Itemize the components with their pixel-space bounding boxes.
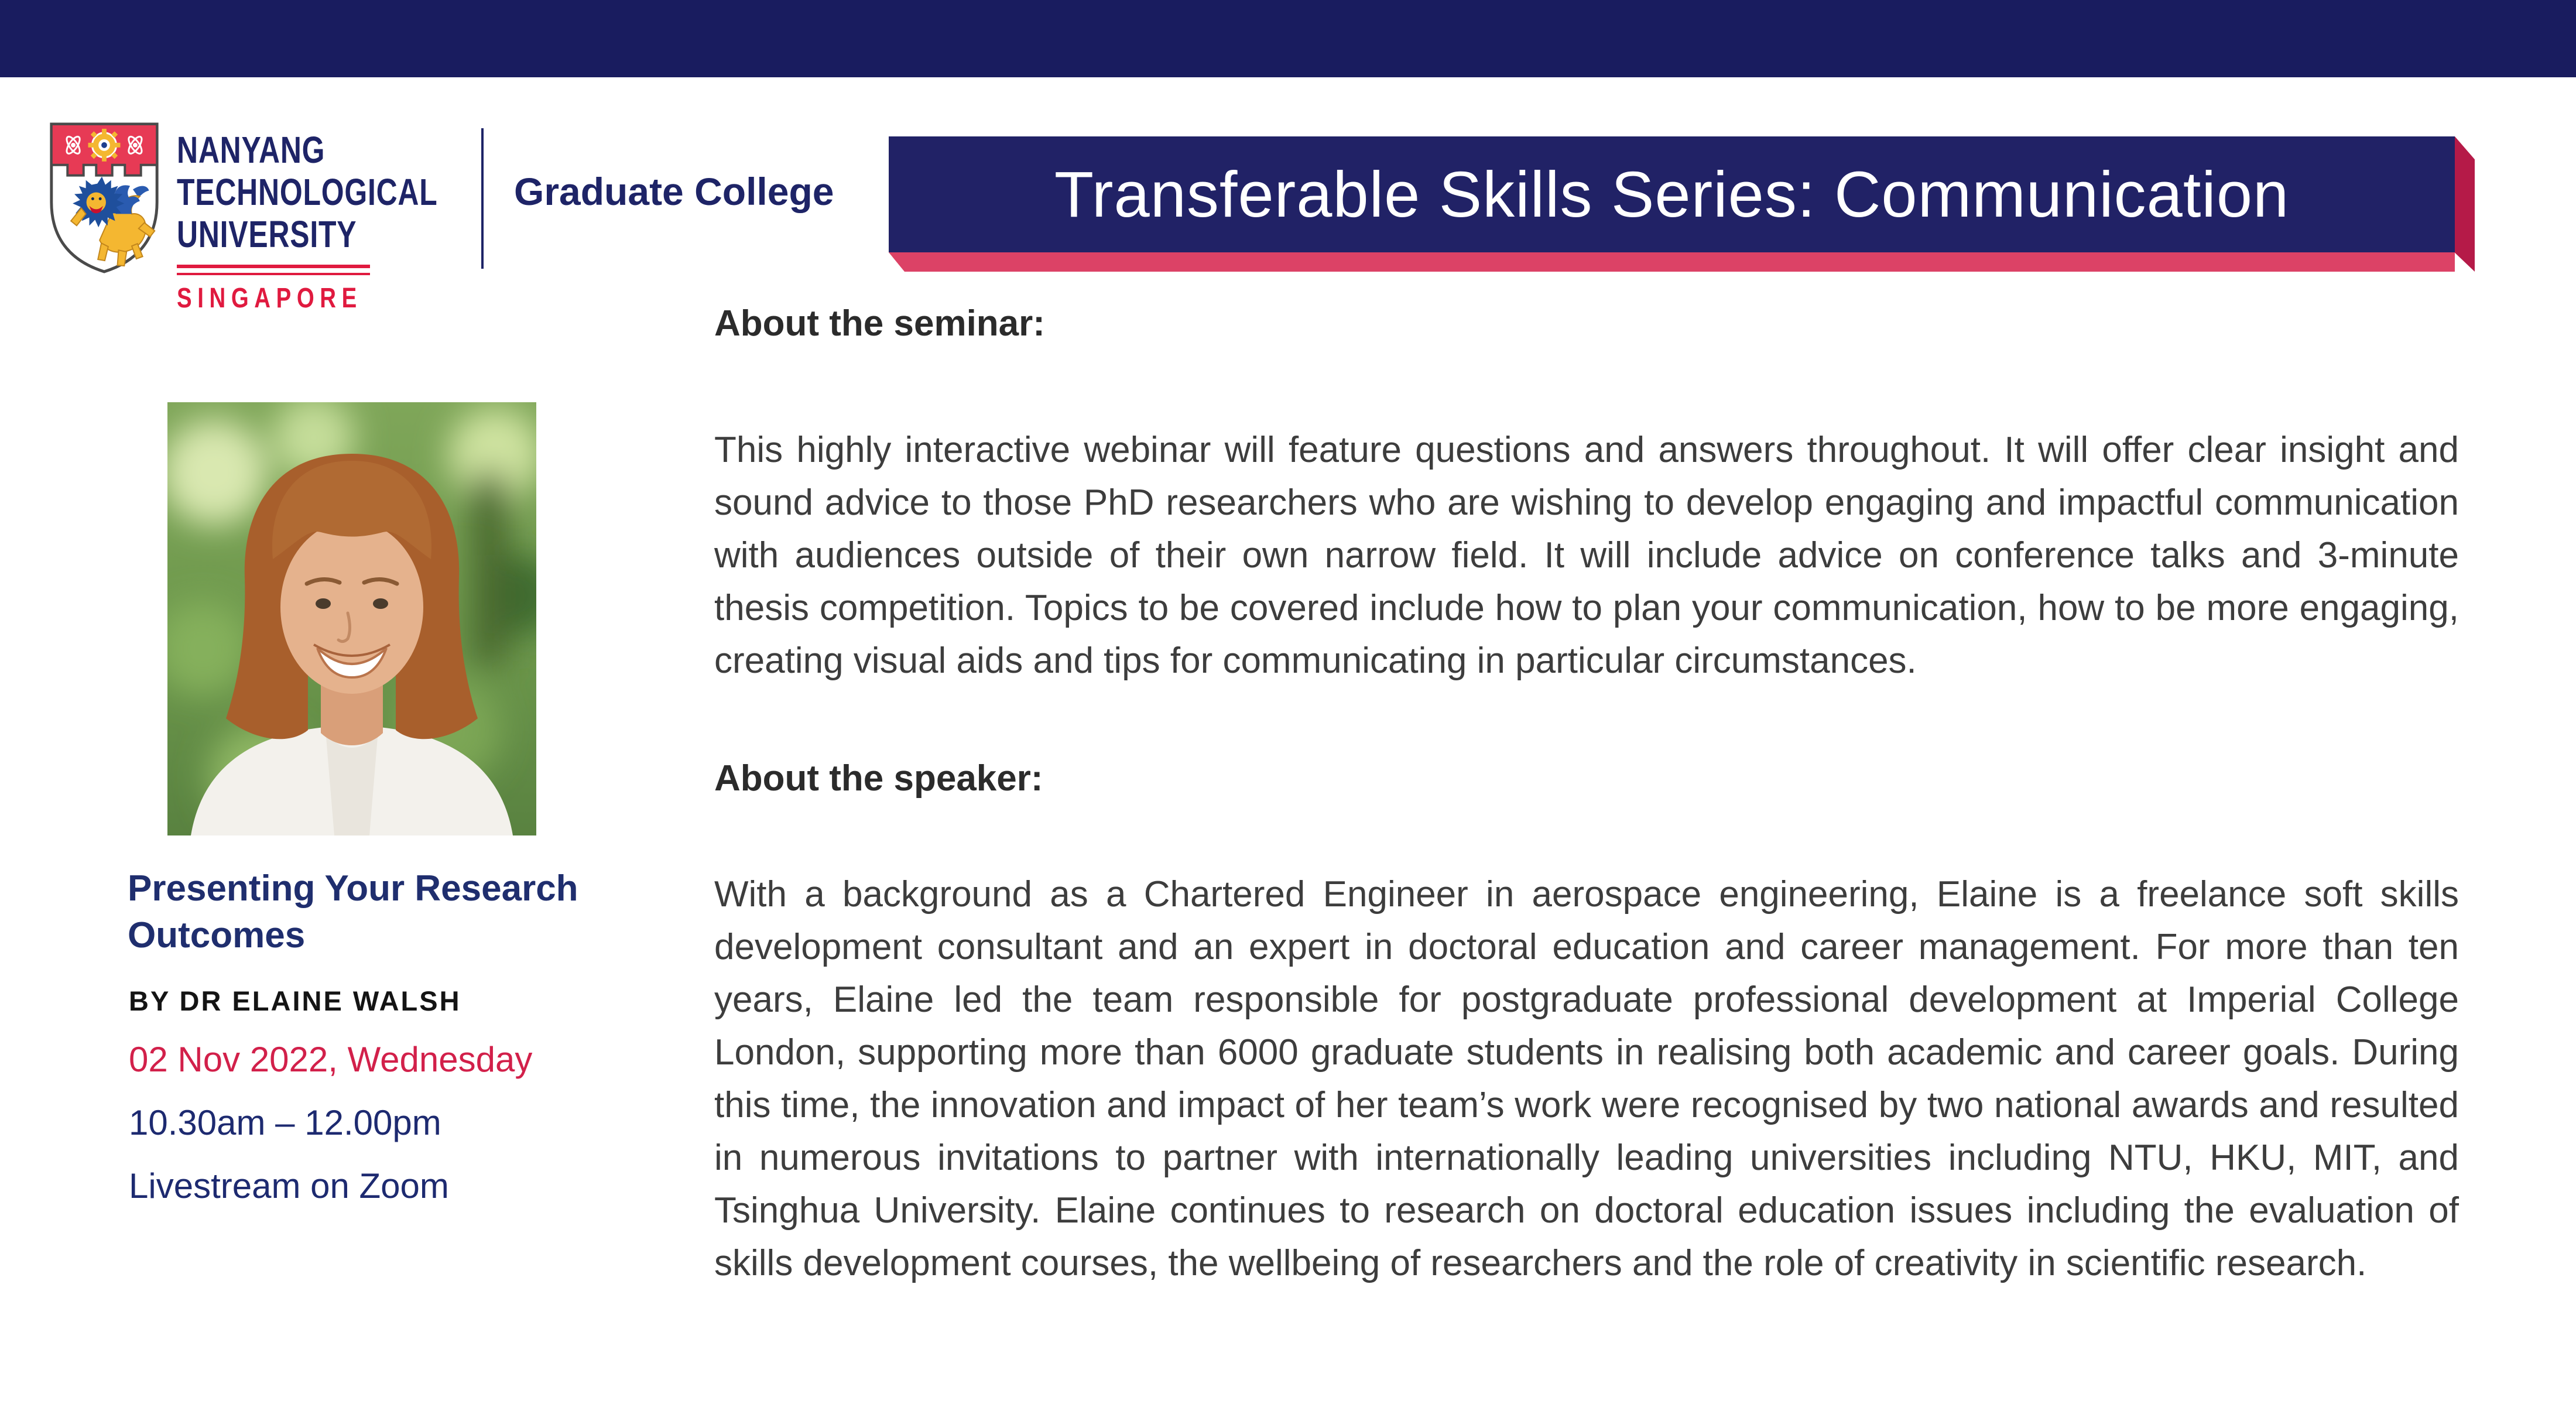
schedule-block bbox=[129, 1028, 532, 1218]
logo-separator-line bbox=[481, 128, 484, 269]
title-banner bbox=[889, 136, 2455, 252]
speaker-heading: About the speaker: bbox=[714, 758, 1043, 799]
banner-bottom-fold bbox=[889, 252, 2455, 272]
top-navy-bar bbox=[0, 0, 2576, 77]
speaker-description: With a background as a Chartered Engineer in aerospace engineering, Elaine is a freelance soft skills development consultant and an expert in doctoral education and career management. For more than ten years, Elaine led the team responsible for postgraduate professional development at Imperial College London, supporting more than 6000 graduate students in realising both academic and career goals. During this time, the innovation and impact of her team’s work were recognised by two national awards and resulted in numerous invitations to partner with internationally leading universities including NTU, HKU, MIT, and Tsinghua University. Elaine continues to research on doctoral education issues including the evaluation of skills development courses, the wellbeing of researchers and the role of creativity in scientific research. bbox=[714, 874, 2459, 1283]
logo-country: SINGAPORE bbox=[177, 283, 362, 314]
speaker-photo bbox=[167, 402, 536, 835]
seminar-heading: About the seminar: bbox=[714, 303, 1045, 344]
seminar-description: This highly interactive webinar will feature questions and answers throughout. It will offer clear insight and sound advice to those PhD researchers who are wishing to develop engaging and impactful communication with audiences outside of their own narrow field. It will include advice on conference talks and 3-minute thesis competition. Topics to be covered include how to plan your communication, how to be more engaging, creating visual aids and tips for communicating in particular circumstances. bbox=[714, 430, 2459, 681]
event-time: 10.30am – 12.00pm bbox=[129, 1103, 441, 1142]
logo-double-rule bbox=[177, 265, 370, 275]
event-date: 02 Nov 2022, Wednesday bbox=[129, 1040, 533, 1079]
main-content bbox=[714, 302, 2459, 1359]
graduate-college-label: Graduate College bbox=[514, 170, 834, 213]
talk-title: Presenting Your Research Outcomes bbox=[128, 868, 578, 956]
ntu-wordmark bbox=[177, 129, 505, 314]
org-name-line: UNIVERSITY bbox=[177, 213, 357, 255]
org-name-line: TECHNOLOGICAL bbox=[177, 171, 438, 213]
event-venue: Livestream on Zoom bbox=[129, 1166, 449, 1206]
org-name-line: NANYANG bbox=[177, 129, 326, 171]
speaker-byline: BY DR ELAINE WALSH bbox=[129, 985, 461, 1016]
page-title: Transferable Skills Series: Communication bbox=[1054, 158, 2290, 231]
ntu-crest-icon bbox=[47, 121, 162, 275]
banner-side-fold bbox=[2455, 136, 2475, 272]
